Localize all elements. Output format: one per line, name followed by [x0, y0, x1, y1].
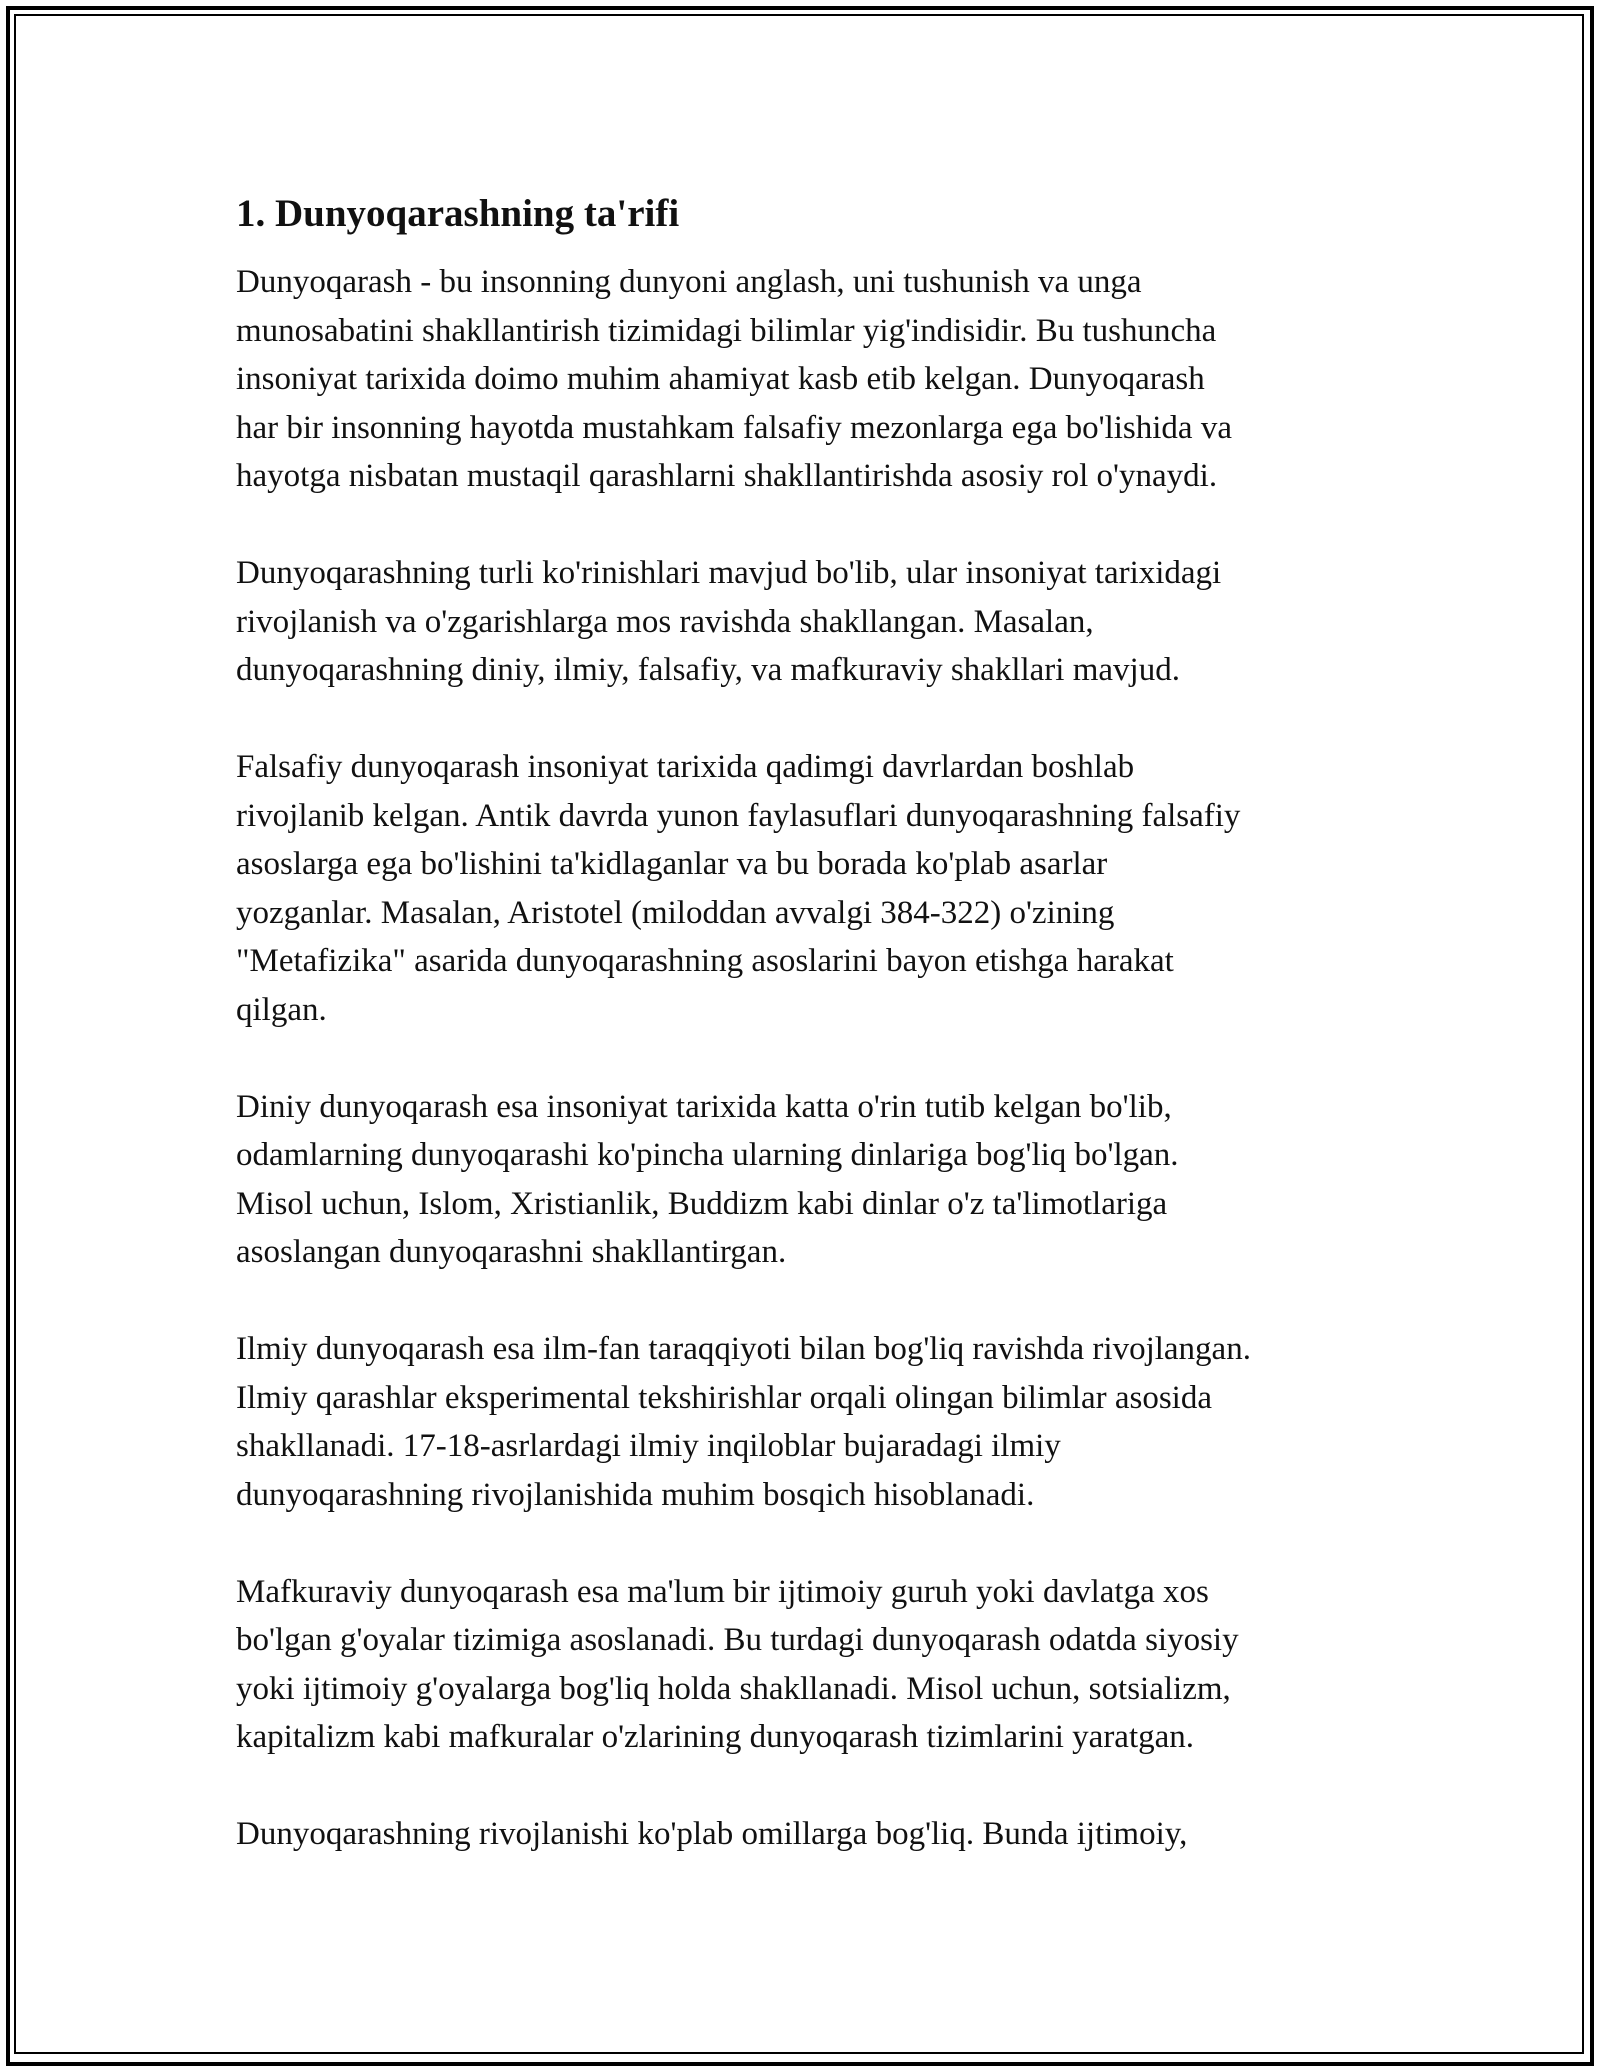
paragraph-line: Ilmiy qarashlar eksperimental tekshirishlar orqali olingan bilimlar asosida — [236, 1379, 1212, 1416]
paragraph-line: yozganlar. Masalan, Aristotel (miloddan avvalgi 384-322) o'zining — [236, 894, 1115, 931]
body-paragraph — [236, 1083, 1386, 1277]
paragraph-line: Ilmiy dunyoqarash esa ilm-fan taraqqiyoti bilan bog'liq ravishda rivojlangan. — [236, 1331, 1251, 1367]
body-paragraph — [236, 743, 1386, 1034]
paragraph-line: Falsafiy dunyoqarash insoniyat tarixida qadimgi davrlardan boshlab — [236, 749, 1135, 785]
paragraph-line: Mafkuraviy dunyoqarash esa ma'lum bir ijtimoiy guruh yoki davlatga xos — [236, 1573, 1209, 1610]
paragraph-line: Diniy dunyoqarash esa insoniyat tarixida katta o'rin tutib kelgan bo'lib, — [236, 1088, 1172, 1125]
paragraph-line: Dunyoqarashning turli ko'rinishlari mavjud bo'lib, ular insoniyat tarixidagi — [236, 555, 1222, 591]
paragraph-line: hayotga nisbatan mustaqil qarashlarni shakllantirishda asosiy rol o'ynaydi. — [236, 458, 1218, 494]
body-paragraph — [236, 258, 1386, 501]
body-paragraph — [236, 549, 1386, 695]
paragraph-line: bo'lgan g'oyalar tizimiga asoslanadi. Bu turdagi dunyoqarash odatda siyosiy — [236, 1622, 1239, 1658]
section-heading: 1. Dunyoqarashning ta'rifi — [236, 192, 680, 235]
paragraph-line: asoslarga ega bo'lishini ta'kidlaganlar va bu borada ko'plab asarlar — [236, 846, 1108, 882]
paragraph-line: Dunyoqarash - bu insonning dunyoni anglash, uni tushunish va unga — [236, 264, 1142, 300]
paragraph-line: yoki ijtimoiy g'oyalarga bog'liq holda shakllanadi. Misol uchun, sotsializm, — [236, 1670, 1231, 1707]
paragraph-line: munosabatini shakllantirish tizimidagi bilimlar yig'indisidir. Bu tushuncha — [236, 312, 1217, 349]
paragraph-line: qilgan. — [236, 991, 327, 1028]
paragraph-line: "Metafizika" asarida dunyoqarashning asoslarini bayon etishga harakat — [236, 943, 1174, 979]
paragraph-line: Misol uchun, Islom, Xristianlik, Buddizm kabi dinlar o'z ta'limotlariga — [236, 1185, 1168, 1222]
paragraph-line: kapitalizm kabi mafkuralar o'zlarining dunyoqarash tizimlarini yaratgan. — [236, 1719, 1195, 1755]
body-paragraph — [236, 1568, 1386, 1762]
paragraph-line: rivojlanish va o'zgarishlarga mos ravishda shakllangan. Masalan, — [236, 603, 1094, 640]
paragraph-line: dunyoqarashning diniy, ilmiy, falsafiy, va mafkuraviy shakllari mavjud. — [236, 652, 1180, 688]
paragraph-line: har bir insonning hayotda mustahkam falsafiy mezonlarga ega bo'lishida va — [236, 409, 1232, 446]
body-paragraph — [236, 1325, 1386, 1519]
paragraphs-container — [236, 258, 1386, 1859]
body-paragraph — [236, 1810, 1386, 1859]
paragraph-line: rivojlanib kelgan. Antik davrda yunon faylasuflari dunyoqarashning falsafiy — [236, 797, 1241, 834]
paragraph-line: insoniyat tarixida doimo muhim ahamiyat kasb etib kelgan. Dunyoqarash — [236, 361, 1205, 397]
paragraph-line: dunyoqarashning rivojlanishida muhim bosqich hisoblanadi. — [236, 1476, 1035, 1513]
paragraph-line: asoslangan dunyoqarashni shakllantirgan. — [236, 1234, 787, 1270]
paragraph-line: Dunyoqarashning rivojlanishi ko'plab omillarga bog'liq. Bunda ijtimoiy, — [236, 1816, 1188, 1852]
paragraph-line: odamlarning dunyoqarashi ko'pincha ularning dinlariga bog'liq bo'lgan. — [236, 1137, 1179, 1173]
document-body — [236, 186, 1386, 1907]
paragraph-line: shakllanadi. 17-18-asrlardagi ilmiy inqiloblar bujaradagi ilmiy — [236, 1428, 1061, 1464]
